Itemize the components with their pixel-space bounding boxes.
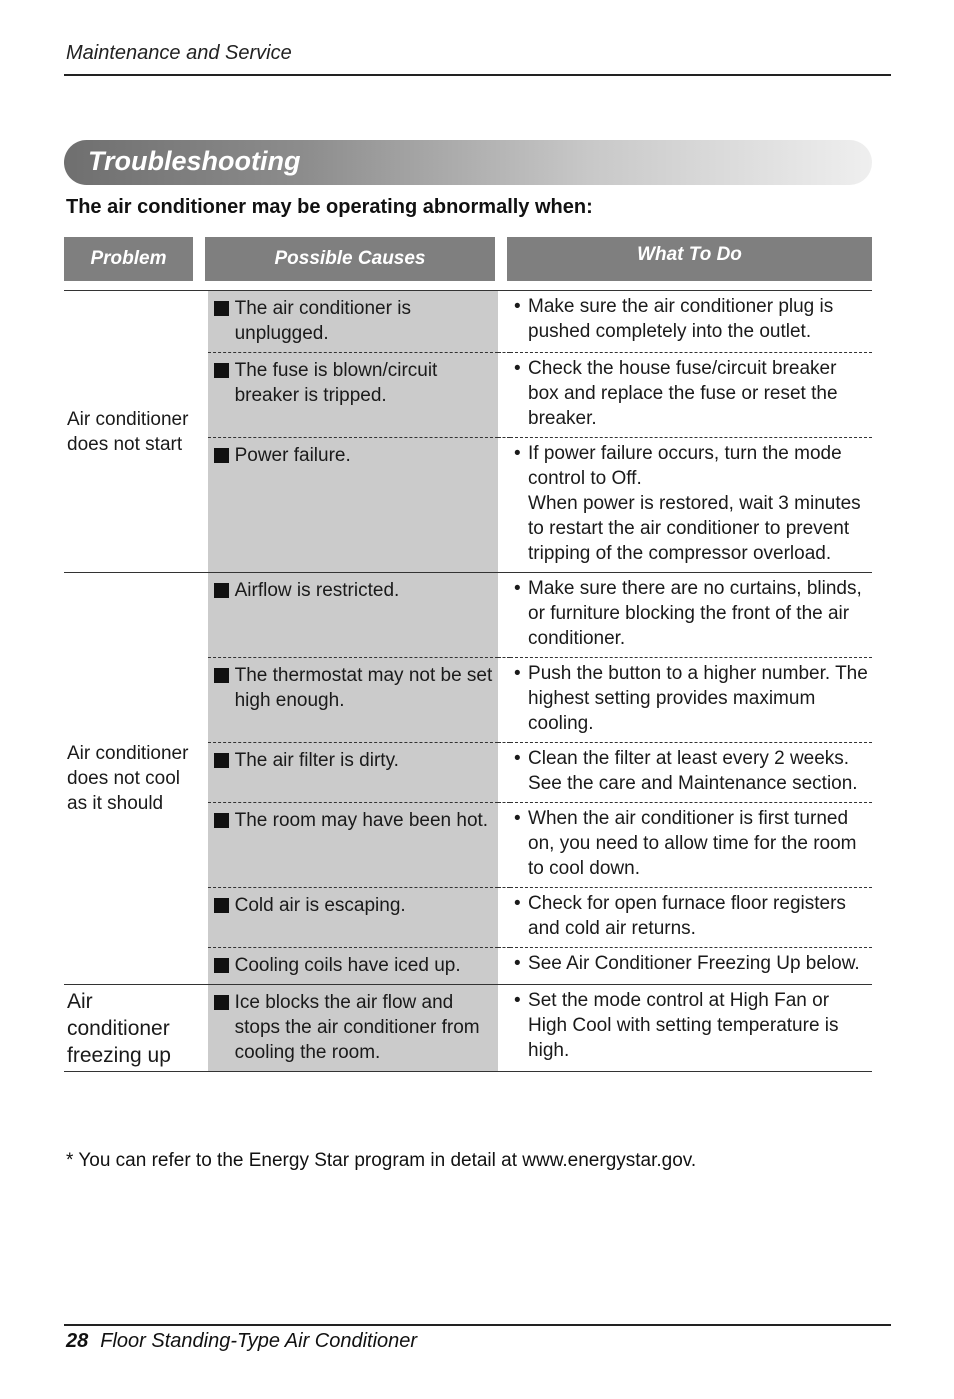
todo-cell: • Check the house fuse/circuit breaker box and replace the fuse or reset the breaker. [510, 353, 872, 438]
cause-text: Cooling coils have iced up. [234, 955, 461, 976]
cause-cell [208, 438, 499, 573]
todo-text-extra: When power is restored, wait 3 minutes to restart the air conditioner to prevent tripping of the compressor overload. [528, 493, 861, 564]
todo-text: Make sure the air conditioner plug is pushed completely into the outlet. [528, 296, 834, 342]
cause-cell [208, 353, 499, 438]
todo-cell: • When the air conditioner is first turned on, you need to allow time for the room to cool down. [510, 803, 872, 888]
cause-cell [208, 658, 499, 743]
square-bullet-icon [214, 813, 229, 828]
table-row [64, 291, 872, 353]
todo-text: Push the button to a higher number. The highest setting provides maximum cooling. [528, 663, 868, 734]
troubleshooting-table [64, 290, 872, 1072]
cause-cell [208, 888, 499, 948]
cause-text: Ice blocks the air flow and stops the air conditioner from cooling the room. [234, 992, 480, 1063]
square-bullet-icon [214, 668, 229, 683]
cause-text: The thermostat may not be set high enough. [234, 665, 493, 711]
todo-cell: • See Air Conditioner Freezing Up below. [510, 948, 872, 985]
cause-text: The air filter is dirty. [234, 750, 399, 771]
todo-text: Make sure there are no curtains, blinds, or furniture blocking the front of the air conditioner. [528, 578, 862, 649]
footnote: * You can refer to the Energy Star program in detail at www.energystar.gov. [66, 1150, 697, 1171]
cause-text: Power failure. [234, 445, 351, 466]
todo-text: Clean the filter at least every 2 weeks. See the care and Maintenance section. [528, 748, 858, 794]
square-bullet-icon [214, 898, 229, 913]
square-bullet-icon [214, 995, 229, 1010]
todo-text: Check the house fuse/circuit breaker box and replace the fuse or reset the breaker. [528, 358, 838, 429]
todo-text: When the air conditioner is first turned on, you need to allow time for the room to cool down. [528, 808, 857, 879]
header-divider [64, 74, 891, 76]
cause-cell [208, 948, 499, 985]
problem-label: Air conditioner freezing up [67, 990, 171, 1067]
square-bullet-icon [214, 301, 229, 316]
cause-text: The fuse is blown/circuit breaker is tripped. [234, 360, 438, 406]
todo-cell: • Check for open furnace floor registers and cold air returns. [510, 888, 872, 948]
page-footer [66, 1330, 417, 1353]
page-title: Troubleshooting [88, 146, 301, 176]
todo-cell: • If power failure occurs, turn the mode control to Off. When power is restored, wait 3 minutes to restart the air conditioner to prevent tripping of the compressor overload. [510, 438, 872, 573]
footer-title: Floor Standing-Type Air Conditioner [100, 1330, 418, 1352]
cause-text: The air conditioner is unplugged. [234, 298, 411, 344]
title-banner [64, 140, 872, 185]
todo-text: See Air Conditioner Freezing Up below. [528, 953, 860, 974]
header-problem: Problem [64, 237, 193, 281]
problem-label: Air conditioner does not cool as it should [67, 743, 189, 814]
todo-cell: • Make sure there are no curtains, blinds, or furniture blocking the front of the air conditioner. [510, 573, 872, 658]
cause-cell [208, 291, 499, 353]
table-row [64, 985, 872, 1072]
table-row [64, 573, 872, 658]
todo-text: If power failure occurs, turn the mode control to Off. [528, 443, 842, 489]
problem-cell [64, 985, 208, 1072]
cause-text: Cold air is escaping. [234, 895, 406, 916]
cause-cell [208, 803, 499, 888]
square-bullet-icon [214, 958, 229, 973]
todo-text: Set the mode control at High Fan or High Cool with setting temperature is high. [528, 990, 839, 1061]
cause-text: The room may have been hot. [234, 810, 489, 831]
todo-cell: • Clean the filter at least every 2 weeks. See the care and Maintenance section. [510, 743, 872, 803]
square-bullet-icon [214, 583, 229, 598]
square-bullet-icon [214, 448, 229, 463]
todo-cell: • Make sure the air conditioner plug is pushed completely into the outlet. [510, 291, 872, 353]
square-bullet-icon [214, 363, 229, 378]
header-possible-causes: Possible Causes [205, 237, 495, 281]
page-number: 28 [66, 1330, 89, 1352]
header-what-to-do: What To Do [507, 237, 872, 281]
cause-text: Airflow is restricted. [234, 580, 400, 601]
intro-heading: The air conditioner may be operating abnormally when: [66, 196, 593, 218]
cause-cell [208, 985, 499, 1072]
section-title: Maintenance and Service [66, 42, 292, 64]
footer-divider [64, 1324, 891, 1326]
square-bullet-icon [214, 753, 229, 768]
todo-cell: • Set the mode control at High Fan or High Cool with setting temperature is high. [510, 985, 872, 1072]
problem-cell [64, 291, 208, 573]
problem-cell [64, 573, 208, 985]
todo-cell: • Push the button to a higher number. The highest setting provides maximum cooling. [510, 658, 872, 743]
cause-cell [208, 573, 499, 658]
todo-text: Check for open furnace floor registers and cold air returns. [528, 893, 846, 939]
cause-cell [208, 743, 499, 803]
problem-label: Air conditioner does not start [67, 408, 189, 455]
